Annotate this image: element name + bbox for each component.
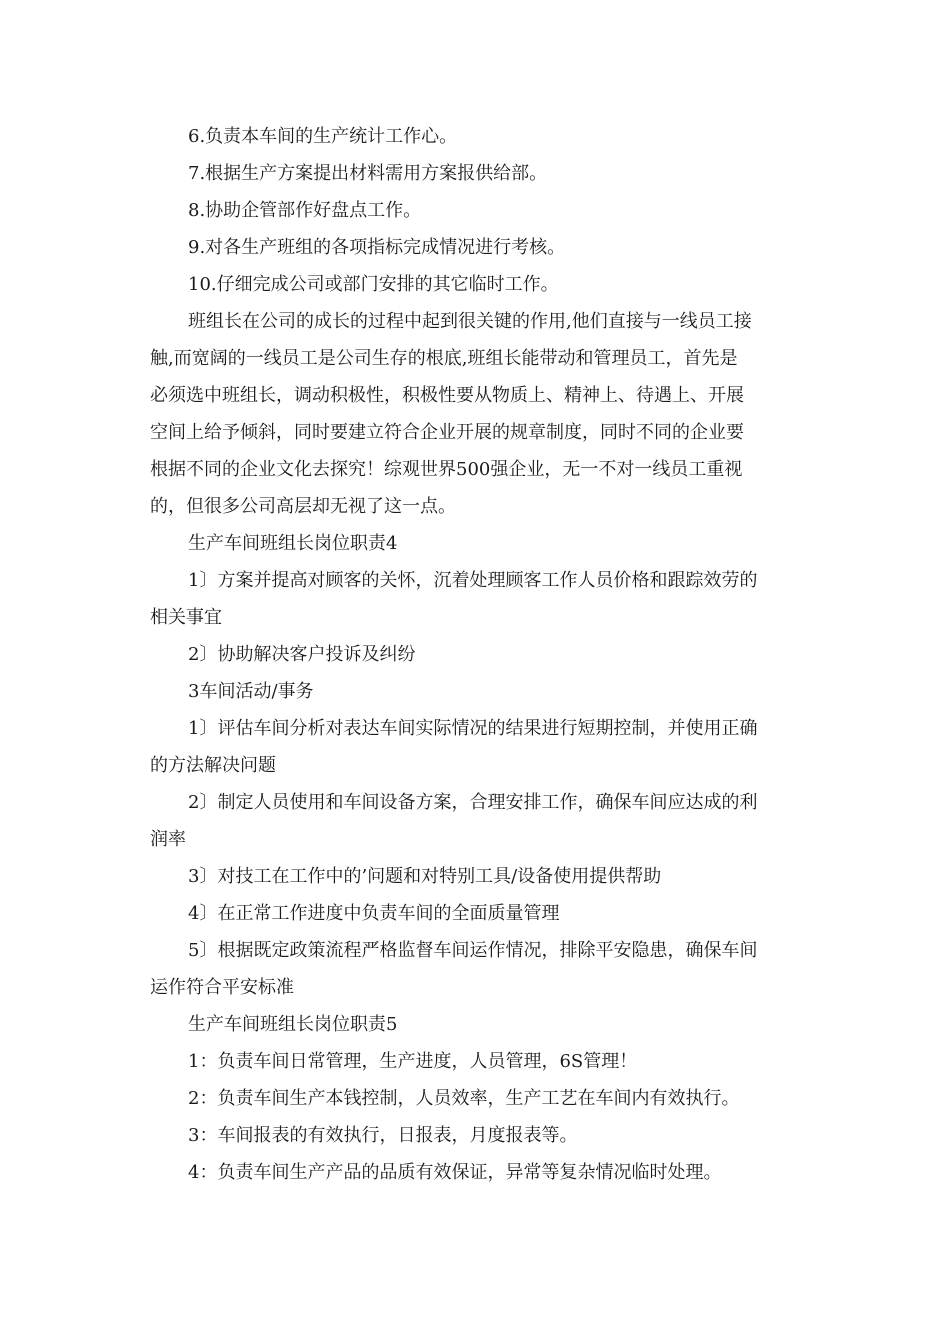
paragraph-line-indented: 3车间活动/事务: [188, 681, 314, 702]
paragraph-line-indented: 4：负责车间生产产品的品质有效保证，异常等复杂情况临时处理。: [188, 1162, 722, 1183]
paragraph-line-indented: 8.协助企管部作好盘点工作。: [188, 200, 422, 221]
document-body: [150, 118, 800, 1191]
paragraph-line: 必须选中班组长，调动积极性，积极性要从物质上、精神上、待遇上、开展: [150, 385, 744, 406]
paragraph-line: 运作符合平安标准: [150, 977, 294, 998]
paragraph-line-indented: 生产车间班组长岗位职责5: [188, 1014, 398, 1035]
paragraph-line: 相关事宜: [150, 607, 222, 628]
paragraph-line-indented: 10.仔细完成公司或部门安排的其它临时工作。: [188, 274, 559, 295]
paragraph-line-indented: 1〕评估车间分析对表达车间实际情况的结果进行短期控制，并使用正确: [188, 718, 758, 739]
paragraph-line-indented: 1〕方案并提高对顾客的关怀，沉着处理顾客工作人员价格和跟踪效劳的: [188, 570, 758, 591]
paragraph-line: 润率: [150, 829, 186, 850]
paragraph-line-indented: 生产车间班组长岗位职责4: [188, 533, 398, 554]
paragraph-line-indented: 6.负责本车间的生产统计工作心。: [188, 126, 458, 147]
paragraph-line: 触,而宽阔的一线员工是公司生存的根底,班组长能带动和管理员工，首先是: [150, 348, 738, 369]
paragraph-line-indented: 9.对各生产班组的各项指标完成情况进行考核。: [188, 237, 566, 258]
paragraph-line: 的，但很多公司高层却无视了这一点。: [150, 496, 456, 517]
paragraph-line-indented: 5〕根据既定政策流程严格监督车间运作情况，排除平安隐患，确保车间: [188, 940, 758, 961]
paragraph-line-indented: 2〕协助解决客户投诉及纠纷: [188, 644, 416, 665]
paragraph-line: 空间上给予倾斜，同时要建立符合企业开展的规章制度，同时不同的企业要: [150, 422, 744, 443]
paragraph-line: 根据不同的企业文化去探究！综观世界500强企业，无一不对一线员工重视: [150, 459, 743, 480]
paragraph-line-indented: 班组长在公司的成长的过程中起到很关键的作用,他们直接与一线员工接: [188, 311, 752, 332]
paragraph-line-indented: 3〕对技工在工作中的’问题和对特别工具/设备使用提供帮助: [188, 866, 662, 887]
paragraph-line-indented: 3：车间报表的有效执行，日报表，月度报表等。: [188, 1125, 578, 1146]
paragraph-line-indented: 4〕在正常工作进度中负责车间的全面质量管理: [188, 903, 560, 924]
paragraph-line-indented: 2：负责车间生产本钱控制，人员效率，生产工艺在车间内有效执行。: [188, 1088, 740, 1109]
paragraph-line-indented: 2〕制定人员使用和车间设备方案，合理安排工作，确保车间应达成的利: [188, 792, 758, 813]
paragraph-line-indented: 7.根据生产方案提出材料需用方案报供给部。: [188, 163, 548, 184]
paragraph-line-indented: 1：负责车间日常管理，生产进度，人员管理，6S管理！: [188, 1051, 638, 1072]
paragraph-line: 的方法解决问题: [150, 755, 276, 776]
